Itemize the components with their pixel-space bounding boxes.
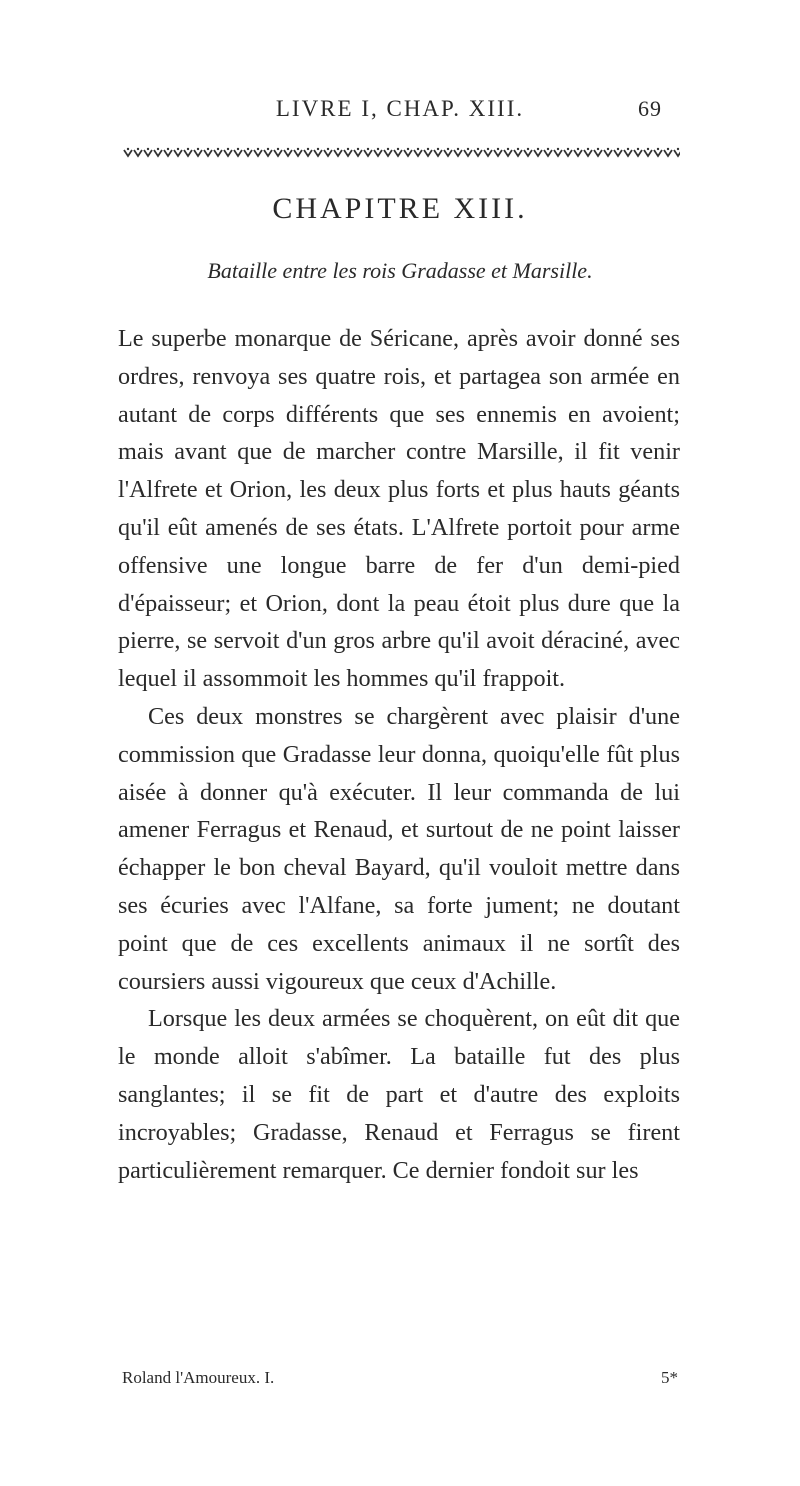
chapter-subtitle: Bataille entre les rois Gradasse et Marsille. [207, 258, 593, 283]
paragraph-3: Lorsque les deux armées se choquèrent, on eût dit que le monde alloit s'abîmer. La bataille fut des plus sanglantes; il se fit de part et d'autre des exploits incroyables; Gradasse, Renaud et Ferragus se firent particulièrement remarquer. Ce dernier fondoit sur les [118, 1005, 680, 1184]
page-number: 69 [638, 96, 662, 121]
signature-mark: Roland l'Amoureux. I. [122, 1368, 275, 1387]
sheet-number: 5* [661, 1368, 678, 1387]
page-footer [122, 1368, 682, 1392]
paragraph-2: Ces deux monstres se chargèrent avec plaisir d'une commission que Gradasse leur donna, quoiqu'elle fût plus aisée à donner qu'à exécuter. Il leur commanda de lui amener Ferragus et Renaud, et surtout de ne point laisser échapper le bon cheval Bayard, qu'il vouloit mettre dans ses écuries avec l'Alfane, sa forte jument; ne doutant point que de ces excellents animaux il ne sortît des coursiers aussi vigoureux que ceux d'Achille. [118, 702, 680, 995]
running-title: LIVRE I, CHAP. XIII. [275, 96, 525, 121]
body-text [118, 320, 680, 1189]
running-head [0, 96, 800, 128]
chapter-heading: CHAPITRE XIII. [272, 192, 528, 225]
ornamental-rule [123, 146, 680, 160]
paragraph-1: Le superbe monarque de Séricane, après avoir donné ses ordres, renvoya ses quatre rois, et partagea son armée en autant de corps différents que ses ennemis en avoient; mais avant que de marcher contre Marsille, il fit venir l'Alfrete et Orion, les deux plus forts et plus hauts géants qu'il eût amenés de ses états. L'Alfrete portoit pour arme offensive une longue barre de fer d'un demi-pied d'épaisseur; et Orion, dont la peau étoit plus dure que la pierre, se servoit d'un gros arbre qu'il avoit déraciné, avec lequel il assommoit les hommes qu'il frappoit. [118, 325, 680, 693]
ornament-pattern-icon [123, 146, 680, 160]
